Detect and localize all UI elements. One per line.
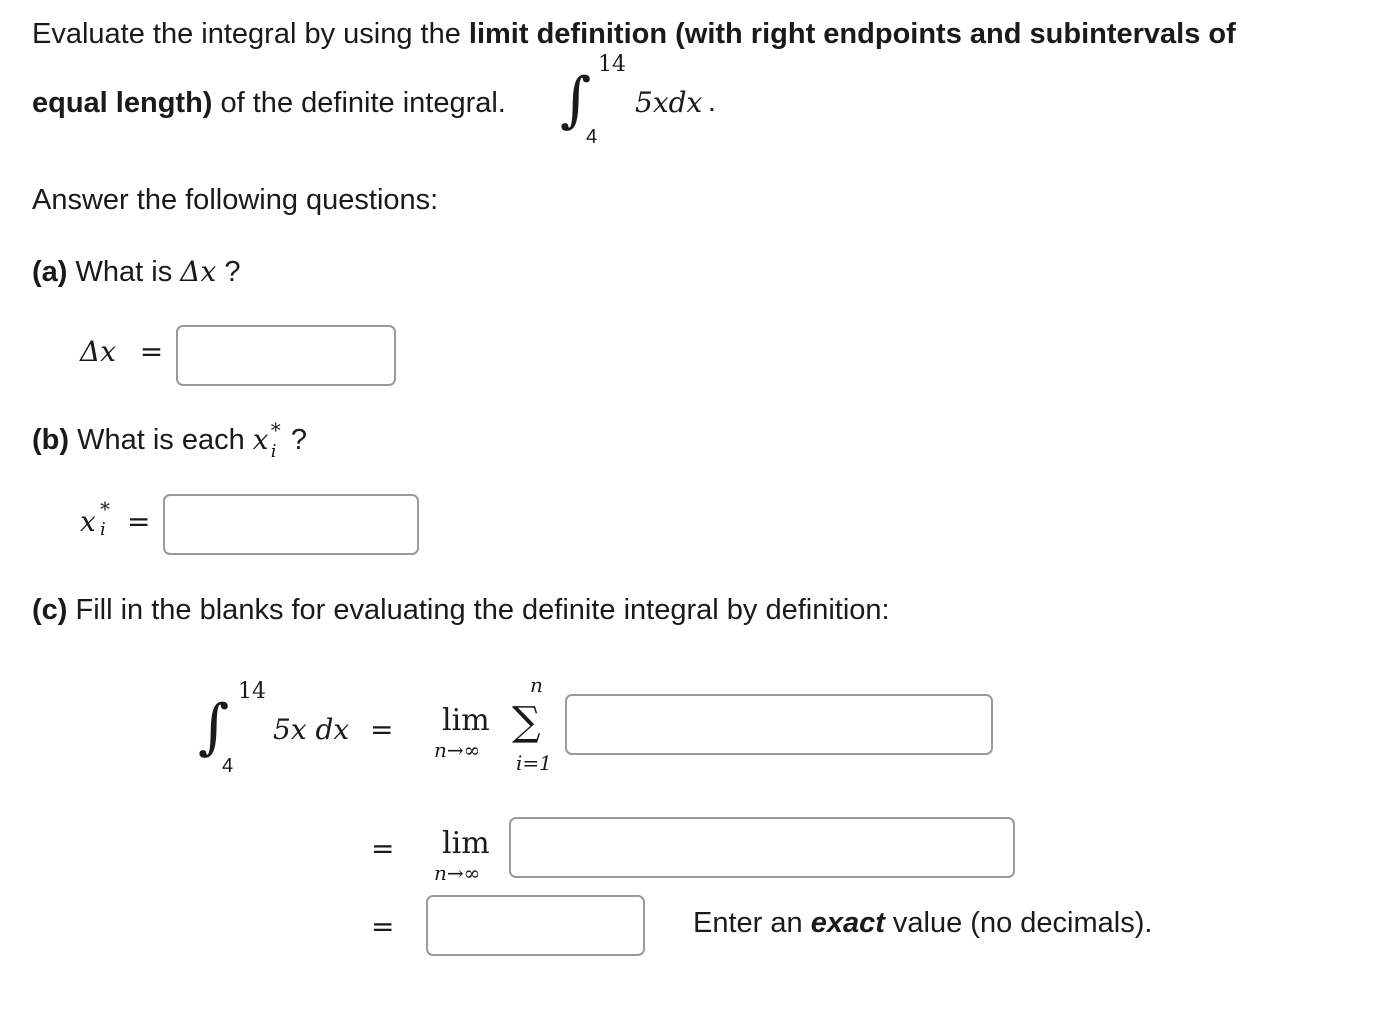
part-c-lower-limit: 4: [222, 755, 234, 777]
part-c-integral-sign: ∫: [198, 692, 230, 762]
x-base: x: [252, 423, 269, 456]
part-c-question: [32, 592, 890, 628]
part-a-field-label: [80, 335, 163, 368]
part-c-text: Fill in the blanks for evaluating the definite integral by definition:: [75, 594, 890, 626]
limit-expression-input[interactable]: [509, 817, 1015, 878]
part-b-qmark: ?: [290, 424, 307, 456]
question-line-1: [32, 16, 1236, 52]
part-b-label: (b): [32, 424, 70, 456]
xi-star-input[interactable]: [163, 494, 419, 555]
question-line-2: [32, 85, 506, 121]
part-a-equals: =: [139, 335, 164, 368]
part-a-question: [32, 254, 240, 290]
hint-pre: Enter an: [693, 907, 811, 939]
part-c-upper-limit: 14: [238, 679, 266, 704]
delta-x-label: Δx: [80, 335, 117, 368]
limit-1: [434, 705, 504, 775]
question-integral: [560, 52, 740, 152]
integral-sign: ∫: [560, 65, 592, 135]
xi-star: *: [100, 497, 110, 521]
part-b-text: What is each: [77, 424, 253, 456]
sum-lower: i=1: [516, 751, 552, 775]
sum-upper: n: [530, 673, 543, 697]
lim-sub-2: n→∞: [434, 861, 481, 885]
sum-symbol: ∑: [512, 699, 541, 745]
part-a-label: (a): [32, 256, 68, 288]
hint-post: value (no decimals).: [884, 907, 1153, 939]
part-b-field-label: [80, 497, 160, 550]
part-a-qmark: ?: [224, 256, 241, 288]
part-a-symbol: Δx: [180, 255, 217, 288]
part-b-equals: =: [127, 505, 151, 538]
integral-upper-limit: 14: [598, 52, 626, 77]
lim-sub-1: n→∞: [434, 738, 481, 762]
part-c-equals-2: =: [371, 832, 395, 865]
xi-sub: i: [100, 519, 106, 540]
xi-base: x: [80, 505, 96, 538]
integral-lower-limit: 4: [586, 126, 598, 148]
integral-integrand: 5xdx: [635, 86, 703, 119]
question-intro: Evaluate the integral by using the: [32, 18, 469, 50]
summation: [510, 672, 570, 782]
question-intro-bold: limit definition (with right endpoints and subintervals of: [468, 18, 1236, 50]
part-c-equals-1: =: [370, 713, 394, 746]
exact-value-hint: [693, 905, 1152, 941]
x-star: *: [270, 418, 281, 442]
part-c-integrand: 5x dx: [273, 713, 350, 746]
lim-text-1: lim: [442, 703, 490, 738]
delta-x-input[interactable]: [176, 325, 396, 386]
hint-bold: exact: [810, 907, 885, 939]
question-line2-bold: equal length): [32, 87, 213, 119]
part-c-label: (c): [32, 594, 68, 626]
part-b-symbol: [252, 418, 283, 462]
integral-period: .: [708, 86, 716, 117]
x-sub-i: i: [270, 441, 277, 462]
summand-input[interactable]: [565, 694, 993, 755]
question-line2-text: of the definite integral.: [212, 87, 506, 119]
lim-text-2: lim: [442, 826, 490, 861]
part-c-integral: [198, 675, 398, 785]
final-value-input[interactable]: [426, 895, 645, 956]
part-a-text: What is: [75, 256, 181, 288]
answer-prompt: Answer the following questions:: [32, 184, 439, 216]
limit-2: [434, 828, 504, 898]
part-c-equals-3: =: [371, 910, 395, 943]
part-b-question: [32, 418, 307, 462]
